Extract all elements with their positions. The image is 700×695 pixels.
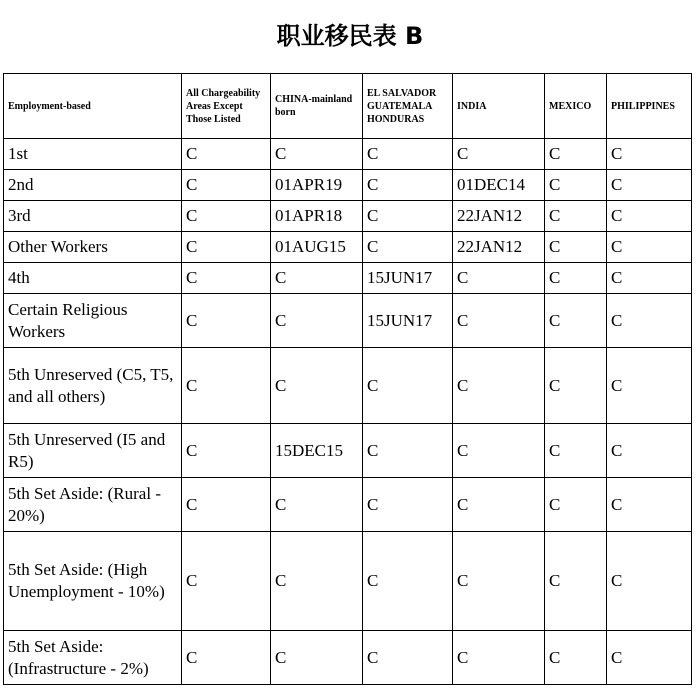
- cell-mexico: C: [545, 532, 607, 631]
- cell-philippines: C: [607, 170, 692, 201]
- row-category: 1st: [4, 139, 182, 170]
- table-row: [4, 631, 692, 685]
- row-category: 5th Set Aside: (Infrastructure - 2%): [4, 631, 182, 685]
- cell-china: C: [271, 294, 363, 348]
- cell-all-areas: C: [182, 294, 271, 348]
- cell-india: 22JAN12: [453, 201, 545, 232]
- cell-philippines: C: [607, 263, 692, 294]
- cell-mexico: C: [545, 263, 607, 294]
- page-title: 职业移民表 B: [276, 22, 424, 50]
- cell-philippines: C: [607, 232, 692, 263]
- cell-el-salvador: C: [363, 232, 453, 263]
- cell-china: C: [271, 348, 363, 424]
- cell-all-areas: C: [182, 139, 271, 170]
- cell-philippines: C: [607, 532, 692, 631]
- cell-mexico: C: [545, 294, 607, 348]
- cell-all-areas: C: [182, 424, 271, 478]
- row-category: Certain Religious Workers: [4, 294, 182, 348]
- cell-all-areas: C: [182, 532, 271, 631]
- cell-el-salvador: C: [363, 631, 453, 685]
- cell-philippines: C: [607, 424, 692, 478]
- cell-philippines: C: [607, 139, 692, 170]
- row-category: 5th Unreserved (C5, T5, and all others): [4, 348, 182, 424]
- cell-china: 01APR19: [271, 170, 363, 201]
- table-row: [4, 263, 692, 294]
- row-category: 5th Set Aside: (Rural - 20%): [4, 478, 182, 532]
- cell-philippines: C: [607, 631, 692, 685]
- cell-china: C: [271, 139, 363, 170]
- cell-mexico: C: [545, 170, 607, 201]
- row-category: 2nd: [4, 170, 182, 201]
- row-category: 5th Unreserved (I5 and R5): [4, 424, 182, 478]
- table-row: [4, 139, 692, 170]
- cell-india: 22JAN12: [453, 232, 545, 263]
- cell-china: 01APR18: [271, 201, 363, 232]
- cell-all-areas: C: [182, 232, 271, 263]
- column-header-el-salvador: EL SALVADOR GUATEMALA HONDURAS: [363, 74, 453, 139]
- column-header-china: CHINA-mainland born: [271, 74, 363, 139]
- table-row: [4, 348, 692, 424]
- cell-el-salvador: 15JUN17: [363, 294, 453, 348]
- cell-el-salvador: C: [363, 139, 453, 170]
- cell-india: C: [453, 532, 545, 631]
- column-header-india: INDIA: [453, 74, 545, 139]
- table-row: [4, 424, 692, 478]
- cell-mexico: C: [545, 631, 607, 685]
- cell-india: C: [453, 424, 545, 478]
- cell-mexico: C: [545, 348, 607, 424]
- cell-all-areas: C: [182, 478, 271, 532]
- cell-el-salvador: C: [363, 478, 453, 532]
- cell-india: C: [453, 294, 545, 348]
- column-header-philippines: PHILIPPINES: [607, 74, 692, 139]
- table-row: [4, 294, 692, 348]
- cell-philippines: C: [607, 201, 692, 232]
- table-row: [4, 170, 692, 201]
- cell-mexico: C: [545, 424, 607, 478]
- cell-el-salvador: C: [363, 201, 453, 232]
- cell-el-salvador: 15JUN17: [363, 263, 453, 294]
- cell-india: C: [453, 348, 545, 424]
- cell-all-areas: C: [182, 170, 271, 201]
- cell-all-areas: C: [182, 348, 271, 424]
- cell-all-areas: C: [182, 201, 271, 232]
- cell-india: C: [453, 631, 545, 685]
- table-row: [4, 232, 692, 263]
- cell-india: 01DEC14: [453, 170, 545, 201]
- row-category: 5th Set Aside: (High Unemployment - 10%): [4, 532, 182, 631]
- cell-mexico: C: [545, 139, 607, 170]
- table-row: [4, 532, 692, 631]
- cell-india: C: [453, 139, 545, 170]
- cell-china: C: [271, 532, 363, 631]
- cell-china: 01AUG15: [271, 232, 363, 263]
- column-header-all-areas: All Chargeability Areas Except Those Listed: [182, 74, 271, 139]
- cell-china: C: [271, 263, 363, 294]
- table-row: [4, 478, 692, 532]
- cell-el-salvador: C: [363, 532, 453, 631]
- table-row: [4, 201, 692, 232]
- table-header-row: [4, 74, 692, 139]
- cell-philippines: C: [607, 348, 692, 424]
- cell-mexico: C: [545, 478, 607, 532]
- cell-el-salvador: C: [363, 170, 453, 201]
- cell-mexico: C: [545, 232, 607, 263]
- column-header-mexico: MEXICO: [545, 74, 607, 139]
- row-category: 3rd: [4, 201, 182, 232]
- row-category: 4th: [4, 263, 182, 294]
- cell-china: C: [271, 631, 363, 685]
- cell-china: 15DEC15: [271, 424, 363, 478]
- cell-india: C: [453, 478, 545, 532]
- cell-philippines: C: [607, 294, 692, 348]
- cell-philippines: C: [607, 478, 692, 532]
- row-category: Other Workers: [4, 232, 182, 263]
- cell-india: C: [453, 263, 545, 294]
- visa-bulletin-table: [3, 73, 692, 685]
- cell-all-areas: C: [182, 631, 271, 685]
- cell-el-salvador: C: [363, 424, 453, 478]
- cell-mexico: C: [545, 201, 607, 232]
- cell-all-areas: C: [182, 263, 271, 294]
- cell-china: C: [271, 478, 363, 532]
- cell-el-salvador: C: [363, 348, 453, 424]
- column-header-category: Employment-based: [4, 74, 182, 139]
